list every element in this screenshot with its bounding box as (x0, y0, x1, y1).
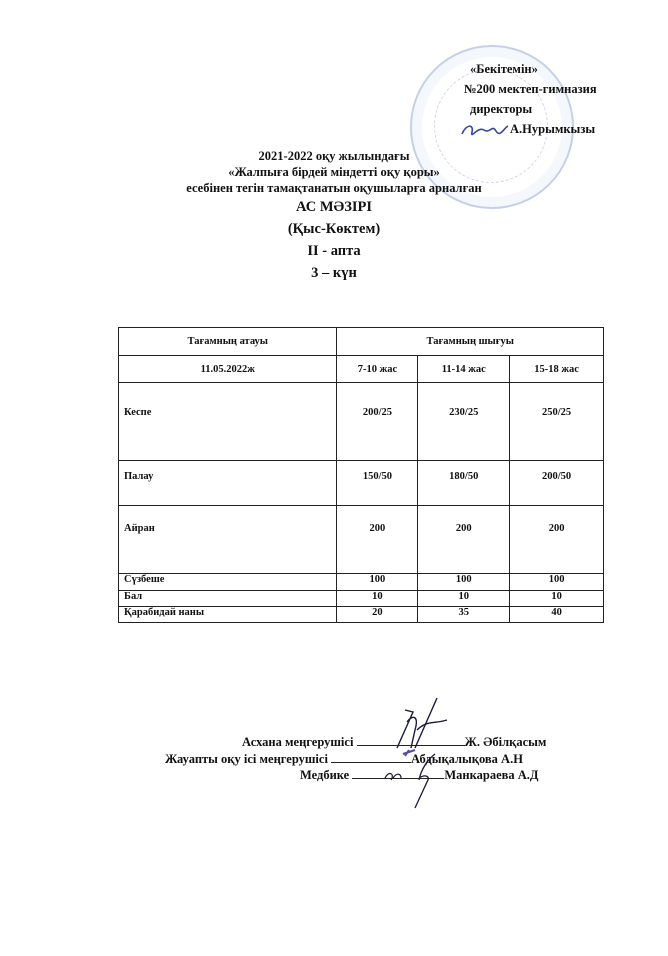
director-name: А.Нурымкызы (510, 122, 596, 136)
dish-name: Сүзбеше (119, 574, 337, 591)
approval-line-2: №200 мектеп-гимназия (464, 82, 597, 96)
heading-line-2: «Жалпыға бірдей міндетті оқу қоры» (228, 165, 440, 179)
portion-value: 200/25 (337, 383, 418, 461)
age-group-1: 7-10 жас (337, 356, 418, 383)
menu-table (118, 327, 604, 623)
heading-line-3: есебінен тегін тамақтанатын оқушыларға арналған (186, 181, 482, 195)
table-row (119, 383, 604, 461)
signature-role: Жауапты оқу ісі меңгерушісі (165, 752, 328, 766)
table-subheader-row (119, 356, 604, 383)
season-label: (Қыс-Көктем) (287, 221, 381, 237)
portion-value: 10 (418, 591, 510, 607)
portion-value: 100 (510, 574, 604, 591)
signature-name: Ж. Әбілқасым (464, 735, 547, 749)
portion-value: 200 (337, 506, 418, 574)
table-row (119, 591, 604, 607)
header-portion: Тағамның шығуы (337, 328, 604, 356)
portion-value: 35 (418, 607, 510, 623)
signature-name: Абдықалықова А.Н (411, 752, 523, 766)
age-group-2: 11-14 жас (418, 356, 510, 383)
handwritten-signature-icon (375, 690, 485, 810)
heading-line-1: 2021-2022 оқу жылындағы (258, 149, 410, 163)
day-label: 3 – күн (311, 265, 357, 281)
portion-value: 250/25 (510, 383, 604, 461)
portion-value: 40 (510, 607, 604, 623)
portion-value: 230/25 (418, 383, 510, 461)
dish-name: Кеспе (119, 383, 337, 461)
table-row (119, 574, 604, 591)
signature-role: Медбике (300, 768, 350, 782)
portion-value: 180/50 (418, 461, 510, 506)
menu-date: 11.05.2022ж (119, 356, 337, 383)
portion-value: 10 (510, 591, 604, 607)
table-header-row (119, 328, 604, 356)
dish-name: Қарабидай наны (119, 607, 337, 623)
table-row (119, 506, 604, 574)
portion-value: 100 (418, 574, 510, 591)
portion-value: 100 (337, 574, 418, 591)
director-signature-icon (460, 122, 510, 138)
week-label: ІІ - апта (307, 243, 361, 259)
dish-name: Айран (119, 506, 337, 574)
signature-name: Манкараева А.Д (444, 768, 539, 782)
approval-line-3: директоры (470, 102, 533, 116)
portion-value: 200 (418, 506, 510, 574)
dish-name: Палау (119, 461, 337, 506)
dish-name: Бал (119, 591, 337, 607)
header-dish-name: Тағамның атауы (119, 328, 337, 356)
portion-value: 10 (337, 591, 418, 607)
portion-value: 150/50 (337, 461, 418, 506)
approval-block (464, 59, 597, 139)
age-group-3: 15-18 жас (510, 356, 604, 383)
portion-value: 200 (510, 506, 604, 574)
portion-value: 20 (337, 607, 418, 623)
approval-line-1: «Бекітемін» (470, 62, 538, 76)
page-title: АС МӘЗІРІ (295, 199, 373, 215)
table-row (119, 461, 604, 506)
signature-role: Асхана меңгерушісі (242, 735, 354, 749)
portion-value: 200/50 (510, 461, 604, 506)
table-row (119, 607, 604, 623)
